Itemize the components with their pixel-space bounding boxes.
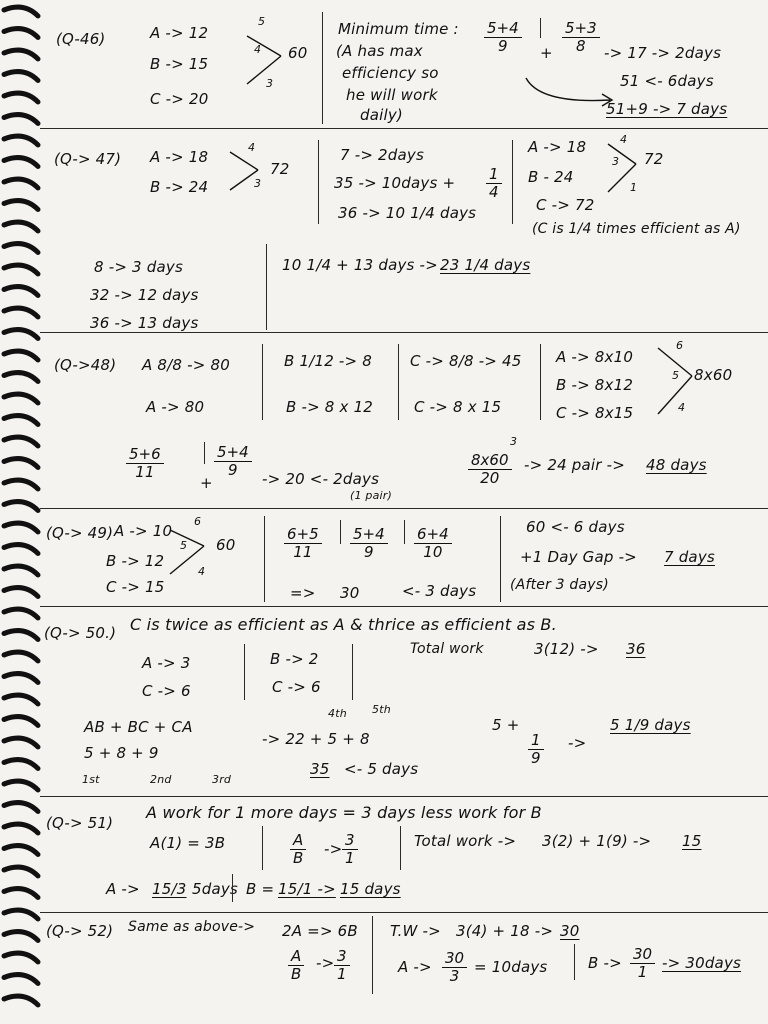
fraction: $\frac{5+4}{9}$ xyxy=(484,20,522,55)
spiral-ring xyxy=(4,996,38,1005)
spiral-ring xyxy=(4,179,38,188)
spiral-ring xyxy=(4,846,38,855)
calc-line: A -> 80 xyxy=(146,398,205,416)
spiral-ring xyxy=(4,265,38,274)
fraction: $\frac{30}{3}$ xyxy=(442,950,467,985)
cross-value: 4 xyxy=(248,141,256,154)
spiral-ring xyxy=(4,910,38,919)
cross-value: 5 xyxy=(180,539,188,552)
calc-line: B -> 8 x 12 xyxy=(286,398,374,416)
statement: A work for 1 more days = 3 days less work for B xyxy=(146,803,542,822)
spiral-ring xyxy=(4,351,38,360)
efficiency-a: A -> 10 xyxy=(114,522,173,540)
spiral-ring xyxy=(4,695,38,704)
spiral-ring xyxy=(4,330,38,339)
plus-sign: + xyxy=(200,474,213,492)
spiral-ring xyxy=(4,717,38,726)
cross-value: 3 xyxy=(266,77,274,90)
column-divider xyxy=(398,344,399,420)
section-divider xyxy=(40,508,768,509)
cross-value: 1 xyxy=(630,181,638,194)
calc-result: 51+9 -> 7 days xyxy=(606,100,728,118)
efficiency-c: C -> 72 xyxy=(536,196,595,214)
calc-line: 15/3 xyxy=(152,880,187,898)
fraction: $\frac{5+6}{11}$ xyxy=(126,446,164,481)
cross-value: 4 xyxy=(620,133,628,146)
cross-value: 5 xyxy=(672,369,680,382)
question-label: (Q-46) xyxy=(56,30,106,48)
calc-line: A -> xyxy=(398,958,432,976)
column-divider xyxy=(322,12,323,124)
calc-line: 30 xyxy=(340,584,360,602)
calc-line: A -> 8x10 xyxy=(556,348,634,366)
spiral-ring xyxy=(4,416,38,425)
spiral-ring xyxy=(4,222,38,231)
calc-line: 8 -> 3 days xyxy=(94,258,183,276)
fraction: $\frac{5+3}{8}$ xyxy=(562,20,600,55)
spiral-ring xyxy=(4,394,38,403)
cross-value: 3 xyxy=(612,155,620,168)
arrow-curve xyxy=(520,74,620,108)
calc-line: B -> xyxy=(588,954,622,972)
ratio: $\frac{3}{1}$ xyxy=(334,948,350,983)
lcm-value: 8x60 xyxy=(694,366,733,384)
efficiency-a: A -> 18 xyxy=(150,148,209,166)
spiral-ring xyxy=(4,867,38,876)
spiral-ring xyxy=(4,502,38,511)
efficiency-c: C -> 15 xyxy=(106,578,165,596)
question-label: (Q-> 52) xyxy=(46,922,114,940)
pair-note: (1 pair) xyxy=(350,489,392,502)
calc-line: 32 -> 12 days xyxy=(90,286,199,304)
spiral-ring xyxy=(4,244,38,253)
calc-line: -> 20 <- 2days xyxy=(262,470,380,488)
column-divider xyxy=(232,874,233,902)
lcm-value: 72 xyxy=(270,160,290,178)
section-divider xyxy=(40,128,768,129)
column-divider xyxy=(400,826,401,870)
spiral-ring xyxy=(4,72,38,81)
section-divider xyxy=(40,606,768,607)
calc-line: 5 + xyxy=(492,716,520,734)
calc-line: 36 -> 10 1/4 days xyxy=(338,204,477,222)
result: -> 30days xyxy=(662,954,742,972)
calc-line: -> 17 -> 2days xyxy=(604,44,722,62)
fraction: $\frac{5+4}{9}$ xyxy=(350,526,388,561)
result: 23 1/4 days xyxy=(440,256,531,274)
efficiency-a: A -> 12 xyxy=(150,24,209,42)
fraction: $\frac{6+5}{11}$ xyxy=(284,526,322,561)
fraction: $\frac{1}{4}$ xyxy=(486,166,502,201)
note-line: (A has max xyxy=(336,42,423,60)
spiral-ring xyxy=(4,308,38,317)
calc-line: 7 -> 2days xyxy=(340,146,425,164)
calc-line: A -> xyxy=(106,880,140,898)
spiral-ring xyxy=(4,201,38,210)
day-label: 4th xyxy=(328,707,347,720)
section-divider xyxy=(40,332,768,333)
spiral-ring xyxy=(4,545,38,554)
min-time-label: Minimum time : xyxy=(338,20,459,38)
spiral-ring xyxy=(4,115,38,124)
spiral-ring xyxy=(4,631,38,640)
column-divider xyxy=(262,344,263,420)
cross-value: 6 xyxy=(676,339,684,352)
equation: 2A => 6B xyxy=(282,922,358,940)
spiral-ring xyxy=(4,781,38,790)
spiral-ring xyxy=(4,953,38,962)
calc-line: <- 3 days xyxy=(402,582,477,600)
day-label: 1st xyxy=(82,773,100,786)
fraction: $\frac{8x60}{20}$ xyxy=(468,452,512,487)
column-divider xyxy=(340,520,341,544)
spiral-ring xyxy=(4,975,38,984)
arrow: -> xyxy=(324,840,343,858)
lcm-value: 72 xyxy=(644,150,664,168)
column-divider xyxy=(262,826,263,870)
arrow: -> xyxy=(316,954,335,972)
column-divider xyxy=(352,644,353,700)
cross-lines xyxy=(228,148,268,194)
question-label: (Q->48) xyxy=(54,356,117,374)
equation: A(1) = 3B xyxy=(150,834,226,852)
ratio: $\frac{A}{B}$ xyxy=(288,948,304,983)
efficiency-a: A -> 18 xyxy=(528,138,587,156)
note-line: efficiency so xyxy=(342,64,439,82)
spiral-ring xyxy=(4,674,38,683)
calc-line: 3(2) + 1(9) -> xyxy=(542,832,652,850)
calc-line: 51 <- 6days xyxy=(620,72,714,90)
result: 36 xyxy=(626,640,646,658)
efficiency-b: B -> 24 xyxy=(150,178,209,196)
same-note: Same as above-> xyxy=(128,919,256,935)
cross-value: 5 xyxy=(258,15,266,28)
column-divider xyxy=(372,916,373,994)
calc-line: 36 -> 13 days xyxy=(90,314,199,332)
spiral-ring xyxy=(4,7,38,16)
section-divider xyxy=(40,912,768,913)
cross-value: 4 xyxy=(678,401,686,414)
efficiency-c: C -> 20 xyxy=(150,90,209,108)
spiral-ring xyxy=(4,29,38,38)
column-divider xyxy=(244,644,245,700)
column-divider xyxy=(540,344,541,420)
efficiency-b: B -> 15 xyxy=(150,55,209,73)
calc-line: C -> 8/8 -> 45 xyxy=(410,352,522,370)
result: 7 days xyxy=(664,548,715,566)
column-divider xyxy=(264,516,265,602)
spiral-binding xyxy=(0,0,46,1024)
fraction: $\frac{6+4}{10}$ xyxy=(414,526,452,561)
calc-line: C -> 8 x 15 xyxy=(414,398,502,416)
calc-line: 15/1 -> xyxy=(278,880,336,898)
section-divider xyxy=(40,796,768,797)
calc-line: 35 xyxy=(310,760,330,778)
plus-sign: + xyxy=(540,44,553,62)
lcm-value: 60 xyxy=(216,536,236,554)
spiral-ring xyxy=(4,760,38,769)
spiral-ring xyxy=(4,287,38,296)
cross-lines xyxy=(606,140,646,196)
calc-line: 60 <- 6 days xyxy=(526,518,625,536)
column-divider xyxy=(318,140,319,224)
spiral-ring xyxy=(4,609,38,618)
combo-line: 5 + 8 + 9 xyxy=(84,744,159,762)
calc-line: B = xyxy=(246,880,275,898)
spiral-ring xyxy=(4,136,38,145)
calc-line: 35 -> 10days + xyxy=(334,174,456,192)
result: 30 xyxy=(560,922,580,940)
spiral-ring xyxy=(4,588,38,597)
result: 15 days xyxy=(340,880,401,898)
fraction: $\frac{1}{9}$ xyxy=(528,732,544,767)
result: 5 1/9 days xyxy=(610,716,691,734)
spiral-ring xyxy=(4,437,38,446)
cross-value: 6 xyxy=(194,515,202,528)
day-label: 2nd xyxy=(150,773,172,786)
calc-line: +1 Day Gap -> xyxy=(520,548,637,566)
spiral-ring xyxy=(4,459,38,468)
question-label: (Q-> 50.) xyxy=(44,624,117,642)
spiral-ring xyxy=(4,373,38,382)
calc-line: 5days xyxy=(192,880,238,898)
combo-line: AB + BC + CA xyxy=(84,718,193,736)
calc-line: B 1/12 -> 8 xyxy=(284,352,373,370)
cross-value: 3 xyxy=(254,177,262,190)
day-label: 3rd xyxy=(212,773,232,786)
cross-value: 4 xyxy=(198,565,206,578)
fraction: $\frac{5+4}{9}$ xyxy=(214,444,252,479)
calc-line: <- 5 days xyxy=(344,760,419,778)
result: 48 days xyxy=(646,456,707,474)
lcm-value: 60 xyxy=(288,44,308,62)
fraction: $\frac{30}{1}$ xyxy=(630,946,655,981)
calc-line: C -> 6 xyxy=(272,678,321,696)
efficiency-note: (C is 1/4 times efficient as A) xyxy=(532,221,741,237)
question-label: (Q-> 47) xyxy=(54,150,122,168)
calc-line: A 8/8 -> 80 xyxy=(142,356,230,374)
question-label: (Q-> 49) xyxy=(46,524,114,542)
cross-lines xyxy=(245,28,285,88)
spiral-ring xyxy=(4,738,38,747)
spiral-ring xyxy=(4,824,38,833)
column-divider xyxy=(404,520,405,544)
efficiency-b: B -> 12 xyxy=(106,552,165,570)
efficiency-b: B - 24 xyxy=(528,168,574,186)
calc-line: 3(12) -> xyxy=(534,640,599,658)
column-divider xyxy=(500,516,501,602)
calc-line: 3(4) + 18 -> xyxy=(456,922,554,940)
result: 15 xyxy=(682,832,702,850)
spiral-ring xyxy=(4,158,38,167)
column-divider xyxy=(204,442,205,464)
column-divider xyxy=(540,18,541,38)
superscript: 3 xyxy=(510,435,518,448)
statement: C is twice as efficient as A & thrice as efficient as B. xyxy=(130,615,557,634)
day-label: 5th xyxy=(372,703,391,716)
note: (After 3 days) xyxy=(510,577,609,593)
calc-line: B -> 8x12 xyxy=(556,376,634,394)
question-label: (Q-> 51) xyxy=(46,814,114,832)
note-line: he will work xyxy=(346,86,438,104)
ratio: $\frac{3}{1}$ xyxy=(342,832,358,867)
column-divider xyxy=(574,944,575,980)
spiral-ring xyxy=(4,50,38,59)
total-work-label: T.W -> xyxy=(390,922,441,940)
note-line: daily) xyxy=(360,106,403,124)
calc-line: C -> 6 xyxy=(142,682,191,700)
arrow: -> xyxy=(568,734,587,752)
sum-line: 10 1/4 + 13 days -> xyxy=(282,256,438,274)
spiral-ring xyxy=(4,652,38,661)
cross-value: 4 xyxy=(254,43,262,56)
spiral-ring xyxy=(4,566,38,575)
calc-line: => xyxy=(290,584,316,602)
calc-line: A -> 3 xyxy=(142,654,191,672)
column-divider xyxy=(266,244,267,330)
total-work-label: Total work -> xyxy=(414,832,517,850)
spiral-ring xyxy=(4,932,38,941)
spiral-ring xyxy=(4,480,38,489)
total-work-label: Total work xyxy=(410,641,484,657)
calc-line: B -> 2 xyxy=(270,650,319,668)
cross-lines xyxy=(168,524,212,580)
spiral-ring xyxy=(4,889,38,898)
calc-line: -> 24 pair -> xyxy=(524,456,626,474)
calc-line: -> 22 + 5 + 8 xyxy=(262,730,370,748)
spiral-ring xyxy=(4,93,38,102)
spiral-ring xyxy=(4,523,38,532)
calc-line: C -> 8x15 xyxy=(556,404,634,422)
ratio: $\frac{A}{B}$ xyxy=(290,832,306,867)
calc-line: = 10days xyxy=(474,958,548,976)
column-divider xyxy=(512,140,513,224)
spiral-ring xyxy=(4,803,38,812)
